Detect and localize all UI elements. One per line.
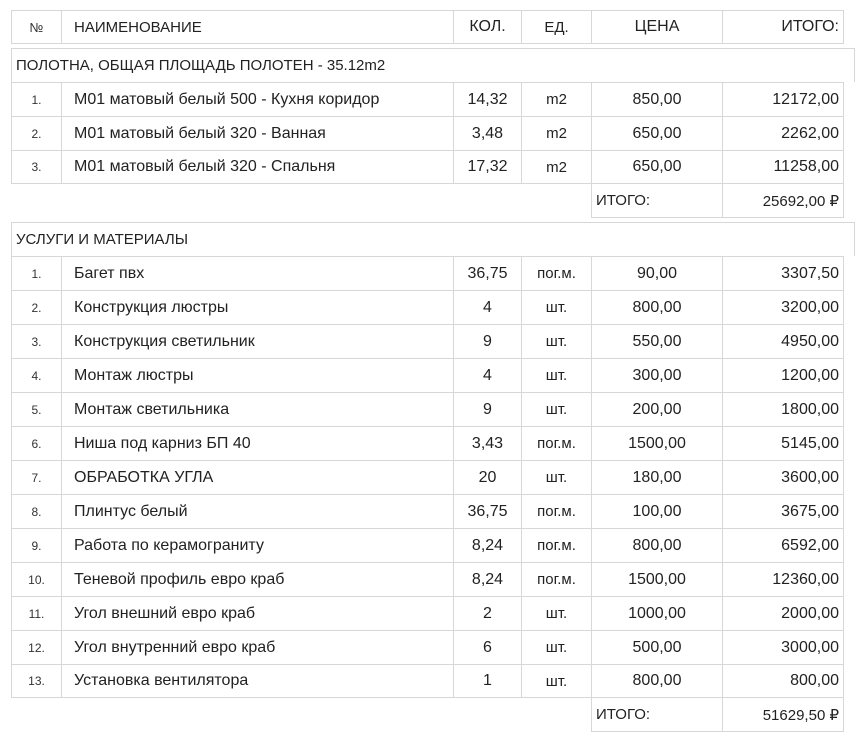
row-unit: шт. (521, 460, 591, 494)
row-quantity: 9 (453, 324, 521, 358)
row-price: 90,00 (591, 256, 722, 290)
row-price: 650,00 (591, 116, 722, 150)
row-name: Работа по керамограниту (61, 528, 453, 562)
row-total: 3307,50 (722, 256, 844, 290)
row-number: 4. (11, 358, 61, 392)
row-unit: шт. (521, 630, 591, 664)
row-unit: пог.м. (521, 562, 591, 596)
table-row (11, 528, 844, 562)
row-total: 3000,00 (722, 630, 844, 664)
row-number: 5. (11, 392, 61, 426)
row-number: 3. (11, 150, 61, 184)
row-quantity: 36,75 (453, 256, 521, 290)
row-unit: шт. (521, 664, 591, 698)
row-unit: шт. (521, 596, 591, 630)
header-price: ЦЕНА (591, 10, 722, 44)
table-row (11, 664, 844, 698)
row-number: 1. (11, 256, 61, 290)
header-quantity: КОЛ. (453, 10, 521, 44)
row-number: 2. (11, 290, 61, 324)
row-price: 800,00 (591, 664, 722, 698)
row-number: 2. (11, 116, 61, 150)
row-name: Ниша под карниз БП 40 (61, 426, 453, 460)
table-row (11, 494, 844, 528)
row-name: Установка вентилятора (61, 664, 453, 698)
table-row (11, 150, 844, 184)
row-quantity: 17,32 (453, 150, 521, 184)
section-total-row (11, 698, 844, 732)
row-number: 12. (11, 630, 61, 664)
section-total-label: ИТОГО: (591, 184, 722, 218)
row-total: 1200,00 (722, 358, 844, 392)
table-row (11, 596, 844, 630)
row-quantity: 3,43 (453, 426, 521, 460)
table-header (11, 10, 844, 44)
row-total: 12172,00 (722, 82, 844, 116)
row-total: 3675,00 (722, 494, 844, 528)
row-quantity: 3,48 (453, 116, 521, 150)
row-unit: шт. (521, 358, 591, 392)
section-title: ПОЛОТНА, ОБЩАЯ ПЛОЩАДЬ ПОЛОТЕН - 35.12m2 (11, 48, 855, 82)
row-unit: m2 (521, 82, 591, 116)
row-unit: шт. (521, 324, 591, 358)
section-title: УСЛУГИ И МАТЕРИАЛЫ (11, 222, 855, 256)
row-number: 7. (11, 460, 61, 494)
row-price: 850,00 (591, 82, 722, 116)
table-row (11, 324, 844, 358)
row-total: 11258,00 (722, 150, 844, 184)
row-number: 3. (11, 324, 61, 358)
row-price: 200,00 (591, 392, 722, 426)
estimate-table (11, 10, 844, 732)
table-row (11, 392, 844, 426)
header-number: № (11, 10, 61, 44)
row-quantity: 9 (453, 392, 521, 426)
row-total: 4950,00 (722, 324, 844, 358)
row-price: 1000,00 (591, 596, 722, 630)
row-total: 3600,00 (722, 460, 844, 494)
total-spacer (11, 698, 591, 732)
row-unit: пог.м. (521, 494, 591, 528)
row-name: Конструкция светильник (61, 324, 453, 358)
row-unit: шт. (521, 392, 591, 426)
row-number: 13. (11, 664, 61, 698)
row-number: 1. (11, 82, 61, 116)
row-total: 2262,00 (722, 116, 844, 150)
row-price: 800,00 (591, 290, 722, 324)
row-quantity: 6 (453, 630, 521, 664)
header-total: ИТОГО: (722, 10, 844, 44)
row-name: М01 матовый белый 320 - Спальня (61, 150, 453, 184)
table-row (11, 116, 844, 150)
row-unit: m2 (521, 116, 591, 150)
row-quantity: 20 (453, 460, 521, 494)
row-price: 800,00 (591, 528, 722, 562)
total-spacer (11, 184, 591, 218)
table-row (11, 82, 844, 116)
section-total-row (11, 184, 844, 218)
row-name: М01 матовый белый 500 - Кухня коридор (61, 82, 453, 116)
section-total-value: 51629,50 ₽ (722, 698, 844, 732)
row-price: 1500,00 (591, 562, 722, 596)
table-row (11, 460, 844, 494)
row-quantity: 8,24 (453, 528, 521, 562)
row-total: 5145,00 (722, 426, 844, 460)
row-name: Багет пвх (61, 256, 453, 290)
row-name: Угол внутренний евро краб (61, 630, 453, 664)
row-quantity: 8,24 (453, 562, 521, 596)
row-price: 500,00 (591, 630, 722, 664)
row-price: 1500,00 (591, 426, 722, 460)
row-total: 6592,00 (722, 528, 844, 562)
row-number: 8. (11, 494, 61, 528)
row-unit: пог.м. (521, 256, 591, 290)
row-name: Монтаж люстры (61, 358, 453, 392)
section-total-value: 25692,00 ₽ (722, 184, 844, 218)
row-unit: шт. (521, 290, 591, 324)
row-name: Угол внешний евро краб (61, 596, 453, 630)
row-quantity: 4 (453, 358, 521, 392)
row-unit: m2 (521, 150, 591, 184)
row-total: 800,00 (722, 664, 844, 698)
row-name: Плинтус белый (61, 494, 453, 528)
row-quantity: 1 (453, 664, 521, 698)
table-row (11, 562, 844, 596)
row-price: 300,00 (591, 358, 722, 392)
row-total: 2000,00 (722, 596, 844, 630)
row-total: 12360,00 (722, 562, 844, 596)
row-quantity: 4 (453, 290, 521, 324)
row-quantity: 36,75 (453, 494, 521, 528)
row-total: 1800,00 (722, 392, 844, 426)
row-quantity: 2 (453, 596, 521, 630)
row-price: 650,00 (591, 150, 722, 184)
table-row (11, 290, 844, 324)
row-name: М01 матовый белый 320 - Ванная (61, 116, 453, 150)
table-row (11, 256, 844, 290)
header-unit: ЕД. (521, 10, 591, 44)
row-name: Конструкция люстры (61, 290, 453, 324)
row-number: 9. (11, 528, 61, 562)
table-row (11, 358, 844, 392)
row-unit: пог.м. (521, 426, 591, 460)
row-name: ОБРАБОТКА УГЛА (61, 460, 453, 494)
row-number: 11. (11, 596, 61, 630)
table-row (11, 426, 844, 460)
row-price: 550,00 (591, 324, 722, 358)
row-name: Монтаж светильника (61, 392, 453, 426)
row-total: 3200,00 (722, 290, 844, 324)
section-total-label: ИТОГО: (591, 698, 722, 732)
row-price: 180,00 (591, 460, 722, 494)
table-row (11, 630, 844, 664)
row-number: 6. (11, 426, 61, 460)
row-name: Теневой профиль евро краб (61, 562, 453, 596)
row-unit: пог.м. (521, 528, 591, 562)
row-number: 10. (11, 562, 61, 596)
row-price: 100,00 (591, 494, 722, 528)
row-quantity: 14,32 (453, 82, 521, 116)
header-name: НАИМЕНОВАНИЕ (61, 10, 453, 44)
